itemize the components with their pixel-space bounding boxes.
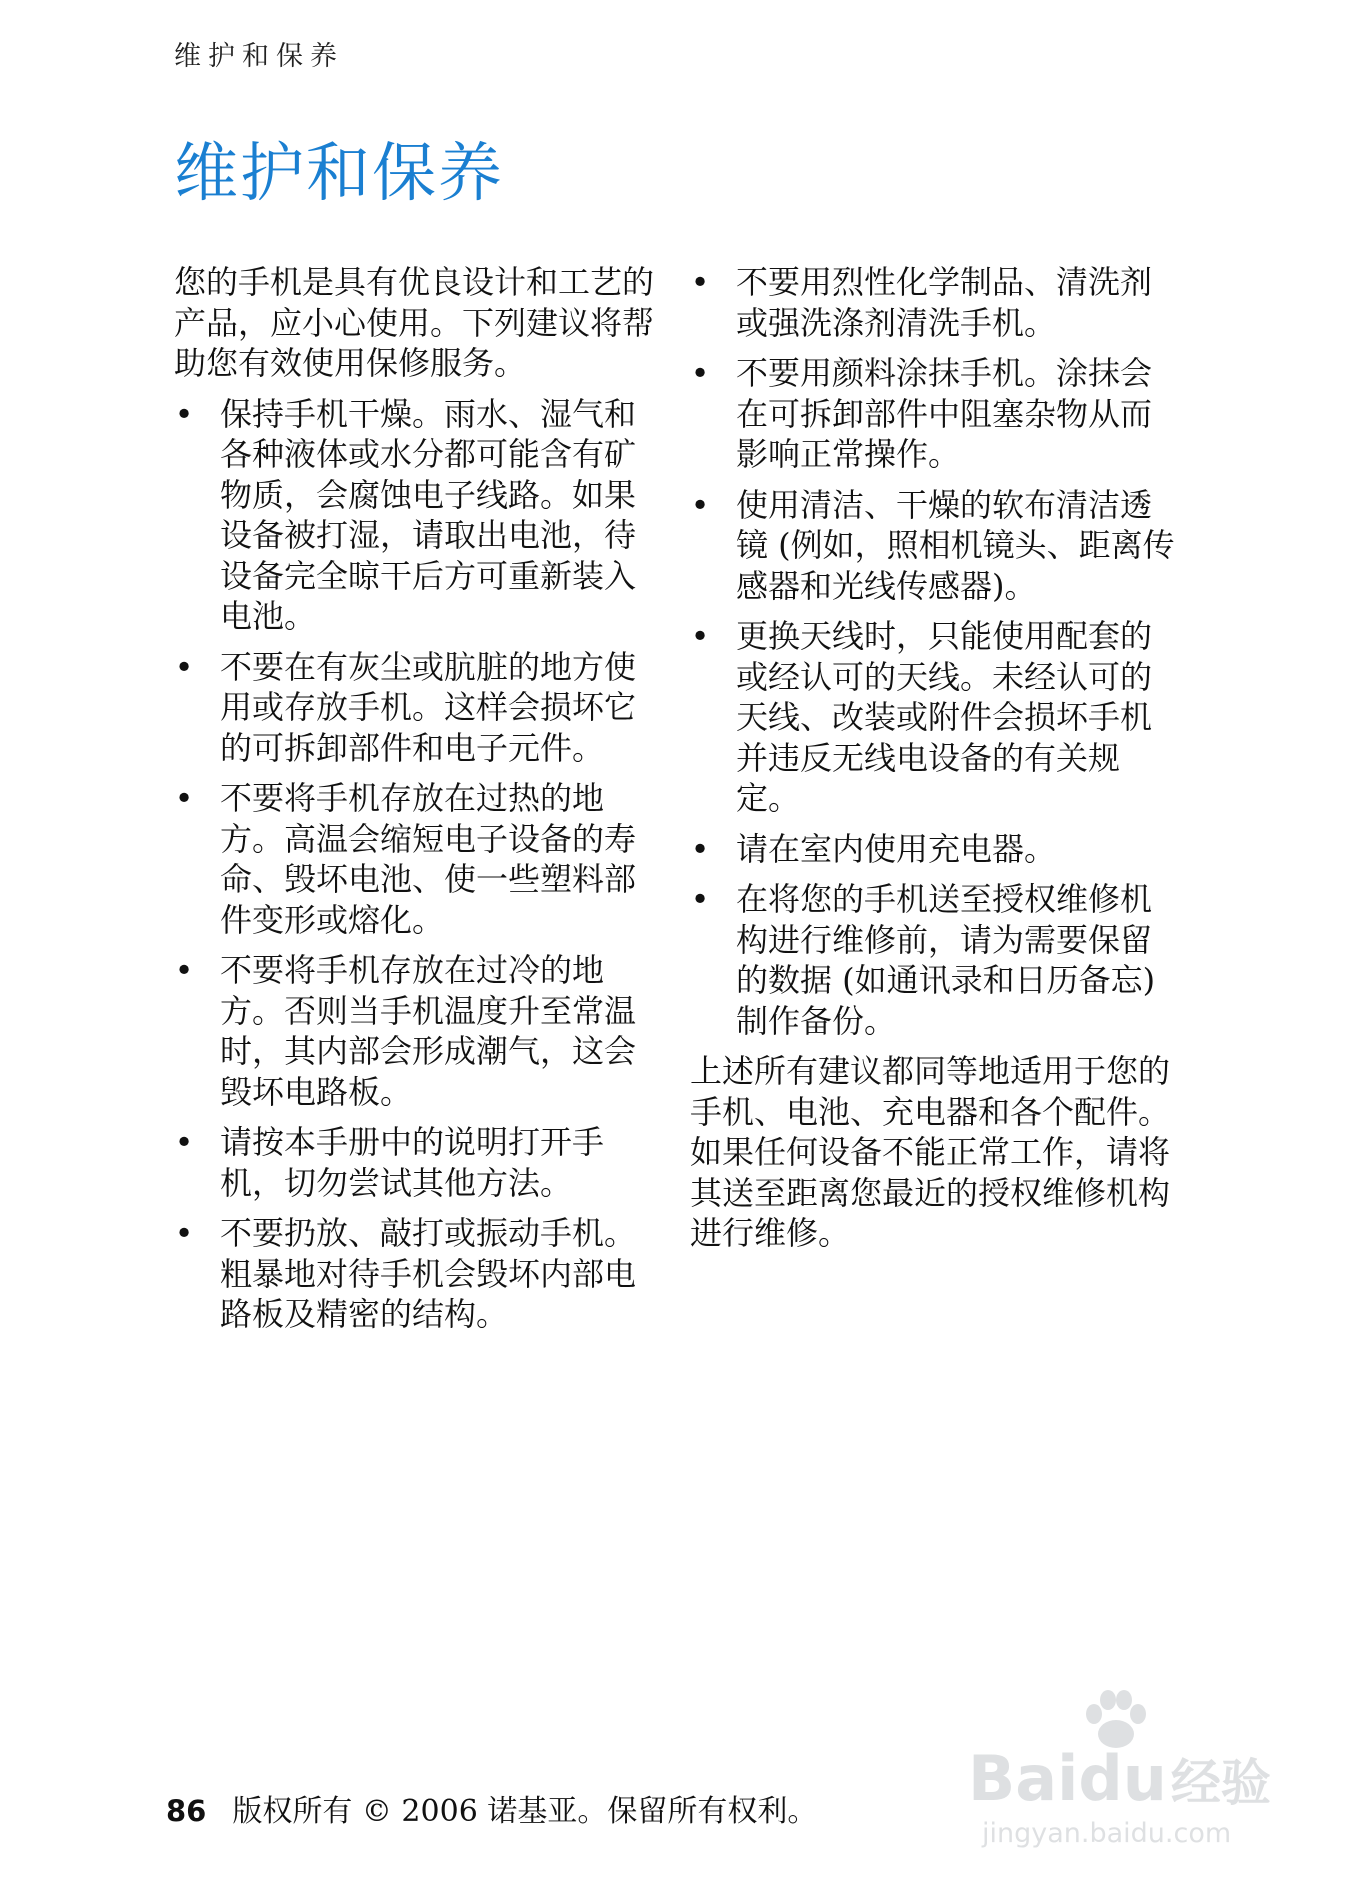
watermark-url: jingyan.baidu.com	[982, 1818, 1232, 1849]
care-list-right	[690, 262, 1175, 1041]
left-column	[174, 262, 659, 1345]
list-item-text: 不要将手机存放在过冷的地方。否则当手机温度升至常温时，其内部会形成潮气，这会毁坏电路板。	[220, 951, 637, 1111]
list-item	[690, 616, 1175, 819]
list-item	[174, 647, 659, 769]
running-head: 维护和保养	[174, 41, 344, 72]
baidu-jingyan-watermark	[968, 1690, 1298, 1860]
bullet-icon: •	[690, 617, 710, 655]
list-item	[174, 950, 659, 1112]
watermark-logo-suffix: 经验	[1170, 1754, 1271, 1812]
watermark-logo-text: Baidu	[968, 1742, 1167, 1815]
list-item-text: 在将您的手机送至授权维修机构进行维修前，请为需要保留的数据 (如通讯录和日历备忘) 制作备份。	[736, 880, 1156, 1040]
list-item	[690, 879, 1175, 1041]
closing-paragraph: 上述所有建议都同等地适用于您的手机、电池、充电器和各个配件。如果任何设备不能正常工作，请将其送至距离您最近的授权维修机构进行维修。	[690, 1052, 1171, 1252]
list-item-text: 请在室内使用充电器。	[736, 829, 1057, 868]
bullet-icon: •	[174, 779, 194, 817]
list-item-text: 不要扔放、敲打或振动手机。粗暴地对待手机会毁坏内部电路板及精密的结构。	[220, 1214, 637, 1333]
list-item	[690, 262, 1175, 343]
list-item	[690, 829, 1175, 870]
bullet-icon: •	[690, 354, 710, 392]
bullet-icon: •	[174, 1214, 194, 1252]
bullet-icon: •	[174, 394, 194, 433]
watermark-logo	[968, 1742, 1271, 1815]
right-column	[690, 262, 1175, 1264]
page-number: 86	[166, 1794, 207, 1828]
list-item-text: 不要将手机存放在过热的地方。高温会缩短电子设备的寿命、毁坏电池、使一些塑料部件变形或熔化。	[220, 779, 637, 939]
list-item-text: 不要在有灰尘或肮脏的地方使用或存放手机。这样会损坏它的可拆卸部件和电子元件。	[220, 647, 637, 767]
list-item	[174, 1213, 659, 1335]
bullet-icon: •	[174, 1123, 194, 1161]
list-item	[174, 1122, 659, 1203]
care-list-left	[174, 394, 659, 1335]
list-item	[174, 394, 659, 637]
paw-icon	[1080, 1690, 1150, 1750]
bullet-icon: •	[174, 647, 194, 686]
bullet-icon: •	[690, 485, 710, 524]
copyright-notice: 版权所有 © 2006 诺基亚。保留所有权利。	[232, 1794, 818, 1829]
list-item-text: 保持手机干燥。雨水、湿气和各种液体或水分都可能含有矿物质，会腐蚀电子线路。如果设备被打湿，请取出电池，待设备完全晾干后方可重新装入电池。	[220, 394, 637, 635]
bullet-icon: •	[690, 880, 710, 918]
page-title: 维护和保养	[174, 137, 504, 211]
list-item	[690, 485, 1175, 607]
list-item-text: 不要用颜料涂抹手机。涂抹会在可拆卸部件中阻塞杂物从而影响正常操作。	[736, 354, 1153, 473]
bullet-icon: •	[690, 263, 710, 301]
list-item	[690, 353, 1175, 475]
list-item-text: 不要用烈性化学制品、清洗剂或强洗涤剂清洗手机。	[736, 263, 1153, 342]
page-footer	[166, 1786, 817, 1830]
list-item-text: 使用清洁、干燥的软布清洁透镜 (例如，照相机镜头、距离传感器和光线传感器)。	[736, 485, 1175, 605]
bullet-icon: •	[174, 951, 194, 989]
bullet-icon: •	[690, 829, 710, 868]
list-item	[174, 778, 659, 940]
list-item-text: 更换天线时，只能使用配套的或经认可的天线。未经认可的天线、改装或附件会损坏手机并违反无线电设备的有关规定。	[736, 617, 1153, 817]
intro-paragraph: 您的手机是具有优良设计和工艺的产品，应小心使用。下列建议将帮助您有效使用保修服务。	[174, 263, 655, 382]
list-item-text: 请按本手册中的说明打开手机，切勿尝试其他方法。	[220, 1123, 605, 1202]
